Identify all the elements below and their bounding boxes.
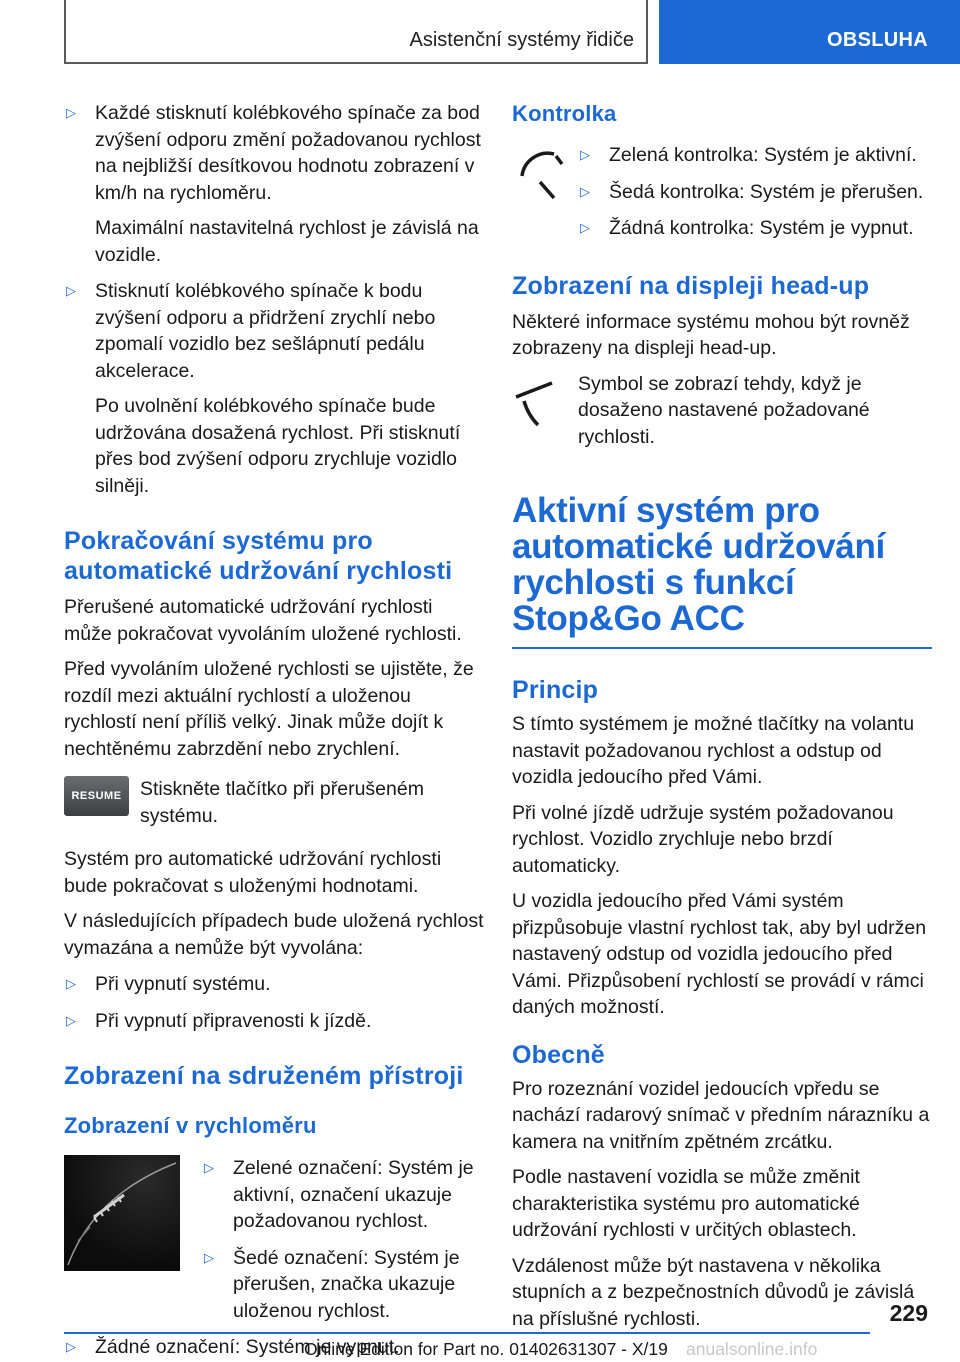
cruise-indicator-icon	[512, 142, 576, 202]
list-item	[202, 1155, 484, 1235]
resume-button-icon: RESUME	[64, 776, 129, 816]
subheading-kontrolka: Kontrolka	[512, 101, 617, 126]
bullet-text: Žádná kontrolka: Systém je vypnut.	[609, 217, 914, 239]
triangle-bullet-icon: ▷	[580, 183, 590, 199]
section-heading-continue: Pokračování systému pro automatické udržování rychlosti	[64, 527, 453, 585]
hud-speed-reached-icon	[512, 371, 576, 431]
paragraph: Při volné jízdě udržuje systém požadovanou rychlost. Vozidlo zrychluje nebo brzdí automaticky.	[512, 801, 894, 877]
list-item	[64, 971, 484, 998]
triangle-bullet-icon: ▷	[66, 105, 76, 120]
chapter-heading-block	[512, 493, 932, 649]
section-heading-hud: Zobrazení na displeji head-up	[512, 271, 870, 300]
page-number: 229	[889, 1300, 928, 1326]
list-item	[578, 142, 932, 169]
list-item	[64, 100, 484, 268]
section-heading-obecne: Obecně	[512, 1040, 605, 1069]
footer-divider	[64, 1332, 870, 1334]
bullet-text: Při vypnutí připravenosti k jízdě.	[95, 1009, 372, 1032]
paragraph: Vzdálenost může být nastavena v několika stupních a z bezpečnostních důvodů je závislá na příslušné rychlosti.	[512, 1254, 915, 1330]
triangle-bullet-icon: ▷	[66, 1339, 76, 1354]
edition-note: Online Edition for Part no. 01402631307 - X/19	[304, 1339, 668, 1359]
paragraph: Systém pro automatické udržování rychlosti bude pokračovat s uloženými hodnotami.	[64, 848, 442, 897]
section-title: Asistenční systémy řidiče	[409, 29, 634, 51]
hud-icon-text: Symbol se zobrazí tehdy, když je dosaženo nastavené požadované rychlosti.	[578, 372, 870, 448]
paragraph: V následujících případech bude uložená rychlost vymazána a nemůže být vyvolána:	[64, 910, 484, 959]
bullet-text: Žádné označení: Systém je vypnut.	[95, 1336, 400, 1358]
subheading-speedo: Zobrazení v rychloměru	[64, 1113, 317, 1138]
kontrolka-block	[512, 142, 932, 242]
triangle-bullet-icon: ▷	[204, 1249, 214, 1265]
bullet-text: Každé stisknutí kolébkového spínače za bod zvýšení odporu změní požadovanou rychlost na nejbližší desítkovou hodnotu zobrazení v km/h na rychloměru.	[95, 102, 481, 204]
bullet-text: Při vypnutí systému.	[95, 973, 271, 995]
bullet-text: Zelená kontrolka: Systém je aktivní.	[609, 144, 917, 166]
paragraph: Některé informace systému mohou být rovněž zobrazeny na displeji head-up.	[512, 310, 910, 359]
header-section-box	[64, 0, 648, 64]
section-heading-cluster: Zobrazení na sdruženém přístroji	[64, 1062, 464, 1090]
paragraph: S tímto systémem je možné tlačítky na volantu nastavit požadovanou rychlost a odstup od vozidla jedoucího před Vámi.	[512, 713, 915, 788]
triangle-bullet-icon: ▷	[66, 1012, 76, 1028]
watermark-text: anualsonline.info	[686, 1339, 818, 1359]
paragraph: Podle nastavení vozidla se může změnit charakteristika systému pro automatické udržování rychlosti v určitých oblastech.	[512, 1166, 860, 1241]
list-item	[64, 1008, 484, 1035]
right-column	[512, 100, 932, 1332]
bullet-subtext: Po uvolnění kolébkového spínače bude udržována dosažená rychlost. Při stisknutí přes bod zvýšení odporu zrychluje vozidlo silněji.	[95, 395, 461, 497]
list-item	[202, 1245, 484, 1325]
resume-text: Stiskněte tlačítko při přerušeném systému.	[140, 778, 424, 827]
bullet-text: Šedá kontrolka: Systém je přerušen.	[609, 180, 924, 203]
triangle-bullet-icon: ▷	[66, 283, 76, 298]
bullet-text: Zelené označení: Systém je aktivní, označení ukazuje požadovanou rychlost.	[233, 1157, 474, 1232]
triangle-bullet-icon: ▷	[580, 220, 590, 235]
paragraph: Pro rozeznání vozidel jedoucích vpředu se nachází radarový snímač v předním nárazníku a kamera na vnitřním zpětném zrcátku.	[512, 1077, 930, 1153]
left-column	[64, 100, 484, 1361]
paragraph: Přerušené automatické udržování rychlosti může pokračovat vyvoláním uložené rychlosti.	[64, 596, 462, 645]
triangle-bullet-icon: ▷	[66, 976, 76, 991]
chapter-tag: OBSLUHA	[827, 29, 928, 51]
list-item	[578, 179, 932, 206]
bullet-subtext: Maximální nastavitelná rychlost je závislá na vozidle.	[95, 217, 479, 266]
bullet-text: Šedé označení: Systém je přerušen, značka ukazuje uloženou rychlost.	[233, 1246, 460, 1322]
section-heading-princip: Princip	[512, 676, 599, 704]
chapter-tab[interactable]	[659, 0, 960, 64]
triangle-bullet-icon: ▷	[580, 147, 590, 162]
list-item	[578, 215, 932, 242]
speedo-block	[64, 1155, 484, 1324]
speedometer-image	[64, 1155, 180, 1271]
list-item	[64, 278, 484, 499]
resume-instruction	[64, 776, 484, 829]
paragraph: Před vyvoláním uložené rychlosti se ujistěte, že rozdíl mezi aktuální rychlostí a uloženou rychlostí není příliš velký. Jinak může dojít k nechtěnému zabrzdění nebo zrychlení.	[64, 658, 474, 760]
paragraph: U vozidla jedoucího před Vámi systém přizpůsobuje vlastní rychlost tak, aby byl udržen nastavený odstup od vozidla jedoucího před Vámi. Přizpůsobení rychlostí se provádí v rámci daných možností.	[512, 890, 927, 1018]
hud-block	[512, 371, 932, 451]
chapter-heading-acc: Aktivní systém pro automatické udržování rychlosti s funkcí Stop&Go ACC	[512, 491, 885, 638]
triangle-bullet-icon: ▷	[204, 1160, 214, 1175]
bullet-text: Stisknutí kolébkového spínače k bodu zvýšení odporu a přidržení zrychlí nebo zpomalí vozidlo bez sešlápnutí pedálu akcelerace.	[95, 280, 436, 382]
